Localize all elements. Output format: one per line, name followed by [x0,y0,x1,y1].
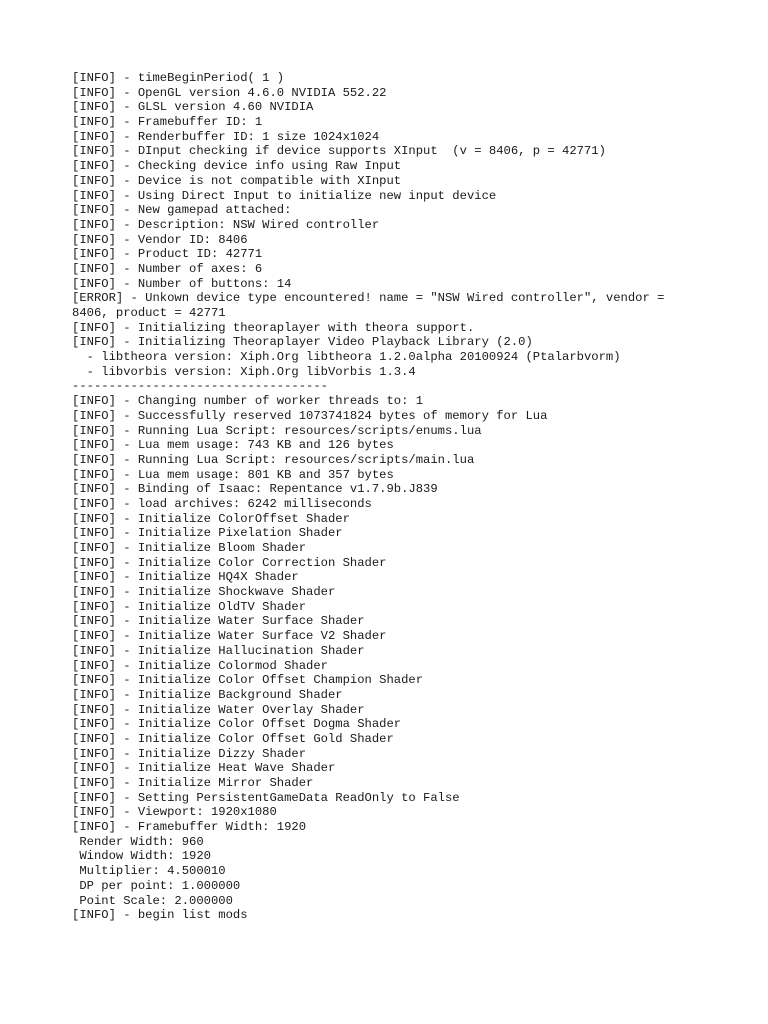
log-line: [INFO] - begin list mods [72,908,248,923]
log-line: [INFO] - Product ID: 42771 [72,247,263,262]
log-line: [INFO] - Initialize Pixelation Shader [72,526,343,541]
log-line: [INFO] - Description: NSW Wired controller [72,217,380,232]
log-line: [INFO] - Initialize Dizzy Shader [72,746,307,761]
log-line: [INFO] - Initialize Hallucination Shader [72,643,365,658]
log-line: [INFO] - GLSL version 4.60 NVIDIA [72,100,314,115]
log-line: [INFO] - Initialize Background Shader [72,687,343,702]
log-line: - libtheora version: Xiph.Org libtheora 1.2.0alpha 20100924 (Ptalarbvorm) [72,350,621,365]
log-line: Window Width: 1920 [72,849,211,864]
log-line: DP per point: 1.000000 [72,878,241,893]
log-line: [INFO] - Initialize Bloom Shader [72,541,307,555]
log-line: [INFO] - Lua mem usage: 743 KB and 126 bytes [72,438,394,453]
log-line: [INFO] - Successfully reserved 1073741824 bytes of memory for Lua [72,408,548,423]
log-line: [INFO] - Checking device info using Raw Input [72,159,402,174]
log-line: [INFO] - timeBeginPeriod( 1 ) [72,71,285,85]
log-line: [INFO] - Vendor ID: 8406 [72,232,248,247]
log-line: 8406, product = 42771 [72,306,226,320]
log-line: [INFO] - Initialize Water Overlay Shader [72,702,365,717]
log-line: Multiplier: 4.500010 [72,864,226,879]
log-line: [INFO] - Initialize Color Correction Shader [72,555,387,570]
log-line: [INFO] - Lua mem usage: 801 KB and 357 bytes [72,467,394,482]
log-line: [INFO] - Initialize OldTV Shader [72,599,307,614]
log-output [72,71,692,923]
log-line: [INFO] - Running Lua Script: resources/scripts/main.lua [72,452,475,467]
log-line: [INFO] - New gamepad attached: [72,203,292,218]
log-line: [INFO] - Number of buttons: 14 [72,276,292,291]
log-line: [INFO] - Initialize HQ4X Shader [72,570,299,585]
log-line: [INFO] - Setting PersistentGameData ReadOnly to False [72,790,460,805]
log-line: [INFO] - Initialize Color Offset Champion Shader [72,673,424,688]
log-line: [INFO] - DInput checking if device supports XInput (v = 8406, p = 42771) [72,144,606,159]
log-line: [INFO] - Number of axes: 6 [72,261,263,276]
log-line: [INFO] - Initializing Theoraplayer Video Playback Library (2.0) [72,335,533,350]
log-line: ----------------------------------- [72,379,328,394]
log-line: [INFO] - Binding of Isaac: Repentance v1.7.9b.J839 [72,482,438,497]
log-line: [INFO] - Viewport: 1920x1080 [72,805,277,820]
log-line: [ERROR] - Unkown device type encountered! name = "NSW Wired controller", vendor = [72,291,665,306]
log-line: [INFO] - Changing number of worker threads to: 1 [72,394,424,409]
log-line: [INFO] - Initialize Colormod Shader [72,658,328,673]
log-line: [INFO] - Initialize Color Offset Dogma Shader [72,717,402,732]
log-line: [INFO] - Using Direct Input to initialize new input device [72,188,497,203]
log-line: - libvorbis version: Xiph.Org libVorbis 1.3.4 [72,364,416,379]
log-line: [INFO] - load archives: 6242 milliseconds [72,496,372,511]
log-line: [INFO] - Initialize Shockwave Shader [72,585,336,600]
log-line: [INFO] - Initializing theoraplayer with theora support. [72,320,475,335]
log-line: [INFO] - Initialize Heat Wave Shader [72,761,336,776]
log-line: [INFO] - Initialize Color Offset Gold Shader [72,731,394,746]
log-line: [INFO] - Framebuffer Width: 1920 [72,820,307,835]
log-line: [INFO] - Initialize Water Surface V2 Shader [72,629,387,644]
log-line: Point Scale: 2.000000 [72,893,233,908]
log-line: [INFO] - Renderbuffer ID: 1 size 1024x1024 [72,129,380,144]
log-line: [INFO] - Device is not compatible with XInput [72,173,402,188]
log-line: [INFO] - Initialize Water Surface Shader [72,614,365,629]
log-line: Render Width: 960 [72,834,204,849]
log-line: [INFO] - Initialize ColorOffset Shader [72,511,350,526]
log-line: [INFO] - Running Lua Script: resources/scripts/enums.lua [72,423,482,438]
log-line: [INFO] - OpenGL version 4.6.0 NVIDIA 552.22 [72,85,387,100]
log-line: [INFO] - Initialize Mirror Shader [72,776,314,790]
log-line: [INFO] - Framebuffer ID: 1 [72,115,263,130]
